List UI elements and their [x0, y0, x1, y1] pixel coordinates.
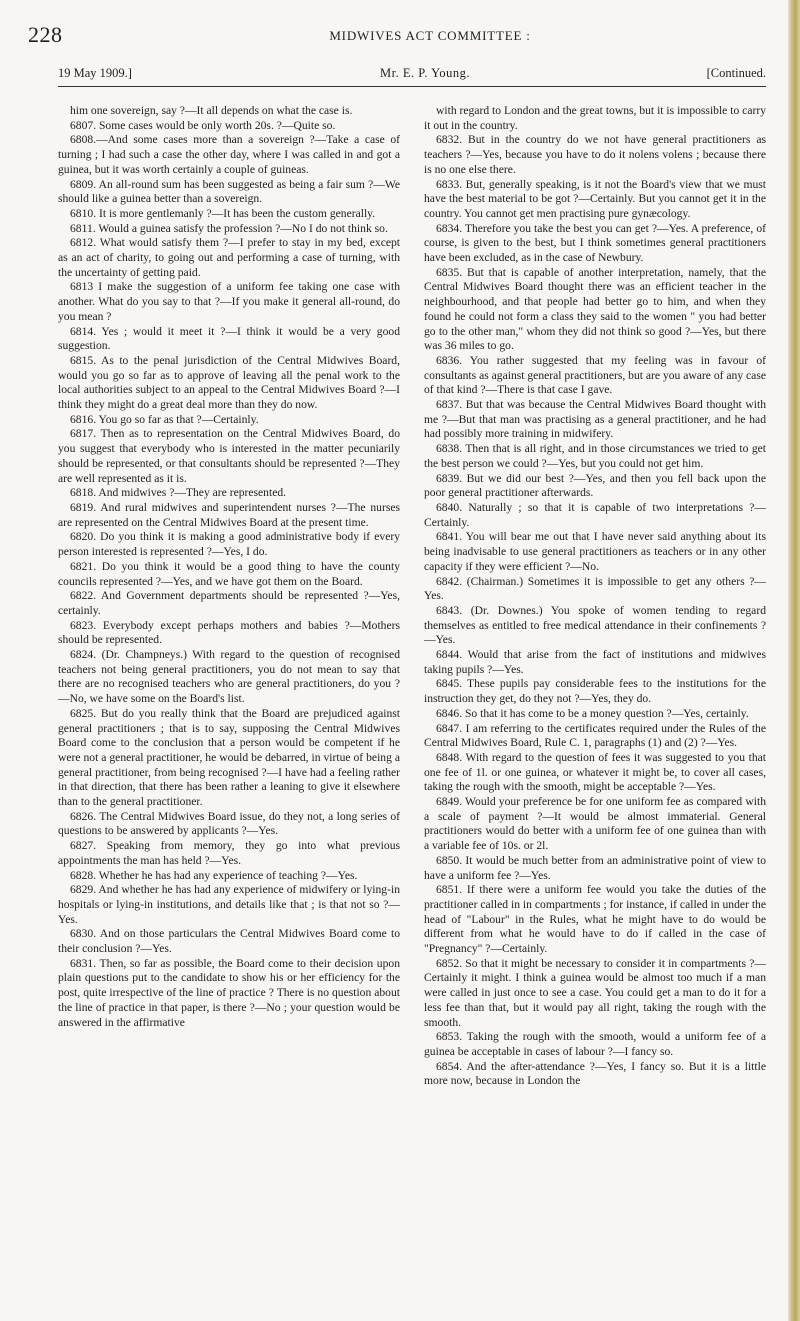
testimony-paragraph: 6808.—And some cases more than a sovereign ?—Take a case of turning ; I had such a case the other day, where I was called in and got a guinea, but it was worth certainly a couple of guineas. [58, 133, 400, 176]
testimony-paragraph: 6826. The Central Midwives Board issue, do they not, a long series of questions to be answered by applicants ?—Yes. [58, 809, 400, 838]
testimony-paragraph: 6834. Therefore you take the best you can get ?—Yes. A preference, of course, is given to the best, but I think sometimes general practitioners have been excluded, as in the case of Newbury. [424, 221, 766, 265]
testimony-paragraph: 6848. With regard to the question of fees it was suggested to you that one fee of 1l. or one guinea, or whatever it might be, to cover all cases, taking the rough with the smooth, might be acceptable ?—Yes. [424, 750, 766, 794]
testimony-paragraph: 6832. But in the country do we not have general practitioners as teachers ?—Yes, because you have to do it nolens volens ; because there is no one else there. [424, 133, 766, 176]
testimony-paragraph: 6838. Then that is all right, and in those circumstances we tried to get the best person we could ?—Yes, but you could not get him. [424, 442, 766, 470]
testimony-paragraph: 6843. (Dr. Downes.) You spoke of women tending to regard themselves as entitled to free medical attendance in their confinements ?—Yes. [424, 603, 766, 647]
testimony-paragraph: 6821. Do you think it would be a good thing to have the county councils represented ?—Yes, and we have got them on the Board. [58, 559, 400, 588]
testimony-paragraph: 6811. Would a guinea satisfy the profession ?—No I do not think so. [70, 221, 388, 235]
testimony-paragraph: 6820. Do you think it is making a good administrative body if every person interested is represented ?—Yes, I do. [58, 530, 400, 559]
testimony-paragraph: 6810. It is more gentlemanly ?—It has been the custom generally. [70, 206, 376, 220]
testimony-paragraph: 6822. And Government departments should be represented ?—Yes, certainly. [58, 589, 400, 617]
testimony-paragraph: 6817. Then as to representation on the Central Midwives Board, do you suggest that everybody who is interested in the matter pecuniarily should be represented, or that consultants should be represented ?—They are well represented as it is. [58, 427, 400, 485]
testimony-paragraph: 6828. Whether he has had any experience of teaching ?—Yes. [70, 868, 358, 882]
header-rule [58, 86, 766, 87]
testimony-paragraph: 6816. You go so far as that ?—Certainly. [70, 412, 259, 426]
testimony-paragraph: 6851. If there were a uniform fee would you take the duties of the practitioner called in in compartments ; for instance, if called in under the head of "Labour" in the Rules, what he might have to do would be different from what he would have to do if called in the case of "Pregnancy" ?—Certainly. [424, 883, 766, 956]
testimony-paragraph: 6841. You will bear me out that I have never said anything about its being inadvisable to use general practitioners as teachers or in any other capacity if they were efficient ?—No. [424, 530, 766, 573]
testimony-paragraph: 6813 I make the suggestion of a uniform fee taking one case with another. What do you say to that ?—If you make it general all-round, do you mean ? [58, 280, 400, 323]
testimony-paragraph: 6847. I am referring to the certificates required under the Rules of the Central Midwives Board, Rule C. 1, paragraphs (1) and (2) ?—Yes. [424, 721, 766, 750]
testimony-paragraph: 6854. And the after-attendance ?—Yes, I fancy so. But it is a little more now, because in London the [424, 1059, 766, 1088]
testimony-paragraph: 6844. Would that arise from the fact of institutions and midwives taking pupils ?—Yes. [424, 648, 766, 676]
witness-name: Mr. E. P. Young. [380, 66, 470, 80]
right-text-column [424, 104, 766, 1304]
testimony-paragraph: 6836. You rather suggested that my feeling was in favour of consultants as against general practitioners, but are you aware of any case of that kind ?—There is that case I gave. [424, 353, 766, 397]
testimony-paragraph: 6846. So that it has come to be a money question ?—Yes, certainly. [436, 706, 749, 720]
testimony-paragraph: 6814. Yes ; would it meet it ?—I think it would be a very good suggestion. [58, 324, 400, 353]
left-text-column [58, 104, 400, 1304]
testimony-paragraph: 6845. These pupils pay considerable fees to the institutions for the instruction they get, do they not ?—Yes, they do. [424, 677, 766, 706]
testimony-paragraph: 6812. What would satisfy them ?—I prefer to stay in my bed, except as an act of charity, to going out and performing a case of turning, with the uncertainty of getting paid. [58, 236, 400, 279]
book-spine-edge [788, 0, 800, 1321]
sub-header [58, 66, 766, 86]
testimony-paragraph: with regard to London and the great towns, but it is impossible to carry it out in the country. [424, 104, 766, 132]
testimony-paragraph: 6819. And rural midwives and superintendent nurses ?—The nurses are represented on the Central Midwives Board at the present time. [58, 500, 400, 529]
testimony-paragraph: 6809. An all-round sum has been suggested as being a fair sum ?—We should like a guinea better than a sovereign. [58, 177, 400, 206]
testimony-paragraph: 6833. But, generally speaking, is it not the Board's view that we must have the best material to be got ?—Certainly. But you cannot get it in the country. You cannot get men practising pure gynæcology. [424, 177, 766, 220]
testimony-paragraph: 6818. And midwives ?—They are represented. [70, 486, 287, 500]
testimony-paragraph: 6829. And whether he has had any experience of midwifery or lying-in hospitals or lying-in institutions, and details like that ; is that not so ?—Yes. [58, 883, 400, 926]
session-date: 19 May 1909.] [58, 66, 132, 80]
testimony-paragraph: 6839. But we did our best ?—Yes, and then you fell back upon the poor general practitioner afterwards. [424, 471, 766, 500]
testimony-paragraph: 6837. But that was because the Central Midwives Board thought with me ?—But that man was practising as a general practitioner, and he had had possibly more training in midwifery. [424, 398, 766, 441]
testimony-paragraph: 6849. Would your preference be for one uniform fee as compared with a scale of payment ?—It would be almost immaterial. General practitioners would do better with a uniform fee of one guinea than with a variable fee of 10s. or 2l. [424, 795, 766, 853]
testimony-paragraph: 6852. So that it might be necessary to consider it in compartments ?—Certainly it might. I think a guinea would be almost too much if a man were called in just once to see a case. You could get a man to do it for a less fee than that, but it would pay all right, taking the rough with the smooth. [424, 956, 766, 1029]
testimony-paragraph: 6850. It would be much better from an administrative point of view to have a uniform fee ?—Yes. [424, 853, 766, 882]
testimony-paragraph: 6824. (Dr. Champneys.) With regard to the question of recognised teachers not being general practitioners, you do not mean to say that there are no recognised teachers who are general practitioners, do you ?—No, we have some on the Board's list. [58, 648, 400, 706]
testimony-paragraph: 6827. Speaking from memory, they go into what previous appointments the man has held ?—Yes. [58, 839, 400, 867]
testimony-paragraph: 6807. Some cases would be only worth 20s. ?—Quite so. [70, 118, 336, 132]
testimony-paragraph: 6842. (Chairman.) Sometimes it is impossible to get any others ?—Yes. [424, 574, 766, 603]
page-header [0, 20, 800, 50]
continued-label: [Continued. [706, 66, 766, 80]
testimony-paragraph: 6853. Taking the rough with the smooth, would a uniform fee of a guinea be acceptable in cases of labour ?—I fancy so. [424, 1030, 766, 1058]
testimony-paragraph: 6815. As to the penal jurisdiction of the Central Midwives Board, would you go so far as to approve of leaving all the penal work to the local authorities subject to an appeal to the Central Midwives Board ?—I think they might do a great deal more than they do now. [58, 353, 400, 412]
testimony-paragraph: 6823. Everybody except perhaps mothers and babies ?—Mothers should be represented. [58, 618, 400, 647]
testimony-paragraph: 6831. Then, so far as possible, the Board come to their decision upon plain questions put to the candidate to show his or her efficiency for the post, quite irrespective of the line of practice ? There is no question about the line of practice in that paper, is there ?—No ; your question would be answered in the affirmative [58, 956, 400, 1029]
running-title: MIDWIVES ACT COMMITTEE : [329, 28, 531, 43]
testimony-paragraph: 6840. Naturally ; so that it is capable of two interpretations ?—Certainly. [424, 500, 766, 529]
testimony-paragraph: 6830. And on those particulars the Central Midwives Board come to their conclusion ?—Yes. [58, 927, 400, 956]
testimony-paragraph: 6835. But that is capable of another interpretation, namely, that the Central Midwives Board thought there was an efficient teacher in the neighbourhood, and that people had better go to him, and when they found he could not form a class they said to the women " you had better go to the other man," whom they did not think so good ?—Yes, but there was 36 miles to go. [424, 265, 766, 353]
testimony-paragraph: 6825. But do you really think that the Board are prejudiced against general practitioners ; that is to say, supposing the Central Midwives Board come to the conclusion that a person would be competent if he were not a general practitioner, he would be debarred, in virtue of being a general practitioner, from being recognised ?—I have had a feeling rather in that direction, that there has been rather a leaning to give it elsewhere than to the general practitioner. [58, 706, 400, 809]
testimony-paragraph: him one sovereign, say ?—It all depends on what the case is. [70, 104, 353, 117]
page-number: 228 [28, 22, 63, 47]
